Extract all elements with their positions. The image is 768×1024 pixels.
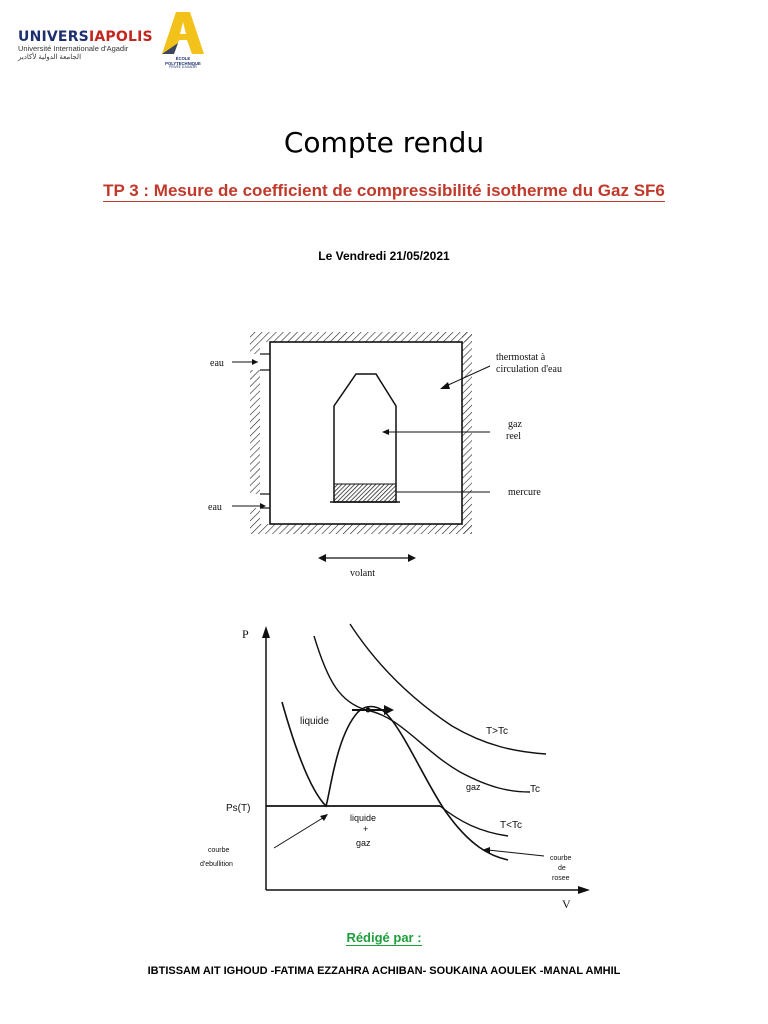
thermostat-label-2: circulation d'eau [496,364,562,375]
redige-par-heading [0,930,768,945]
volant-label: volant [350,568,375,579]
logo-right-line1: ÉCOLE POLYTECHNIQUE [165,56,201,66]
ebullition-label-1: courbe [208,847,230,854]
tc-label: Tc [530,784,540,795]
page-title: Compte rendu [283,126,485,159]
label-arrows [382,366,490,492]
isotherm-above-tc-curve [350,624,546,754]
t-below-tc-label: T<Tc [500,820,522,831]
rosee-label-1: courbe [550,855,572,862]
v-axis-label: V [562,897,571,911]
liquide-label: liquide [300,716,329,727]
rosee-label-3: rosee [552,875,570,882]
gaz-label-1: gaz [508,419,522,430]
gas-tube [330,374,400,502]
thermostat-enclosure [250,332,472,534]
eau-bottom-label: eau [208,502,222,513]
pv-diagram [190,616,610,918]
t-above-tc-label: T>Tc [486,726,508,737]
universiapolis-logo [18,29,153,66]
gaz-region-label: gaz [466,782,481,792]
redige-par-text: Rédigé par : [346,930,422,945]
ps-t-label: Ps(T) [226,803,251,814]
report-date: Le Vendredi 21/05/2021 [318,249,450,263]
ebullition-label-2: d'ebullition [200,861,233,868]
water-inlet-top [210,358,258,369]
rosee-label-2: de [558,865,566,872]
authors-list: IBTISSAM AIT IGHOUD -FATIMA EZZAHRA ACHIBAN- SOUKAINA AOULEK -MANAL AMHIL [147,965,621,977]
page-subtitle [0,181,768,201]
isotherm-below-tc-curve [440,806,508,836]
rosee-arrow [488,850,544,856]
liquide-gaz-label-2: + [363,824,369,834]
subtitle-text: TP 3 : Mesure de coefficient de compressibilité isotherme du Gaz SF6 [103,181,665,200]
polytechnique-emblem-icon [158,10,208,56]
logo-right-line2: PRIVÉE D'AGADIR [169,65,197,69]
critical-isotherm-curve [314,636,530,792]
volant-arrow [318,554,416,562]
apparatus-diagram [190,326,600,586]
eau-top-label: eau [210,358,224,369]
logo-brand: UNIVERSIAPOLIS [18,29,153,45]
ecole-polytechnique-logo [158,10,208,70]
thermostat-label-1: thermostat à [496,352,546,363]
ebullition-arrow [274,816,326,848]
liquide-gaz-label-3: gaz [356,838,371,848]
pv-axes [262,626,590,894]
gaz-label-2: reel [506,431,521,442]
liquide-gaz-label-1: liquide [350,813,377,823]
logo-subtitle-arabic: الجامعة الدولية لأكادير [18,54,82,61]
logo-subtitle: Université Internationale d'Agadir [18,44,129,53]
p-axis-label: P [242,627,249,641]
mercure-label: mercure [508,487,541,498]
critical-point [366,708,371,713]
